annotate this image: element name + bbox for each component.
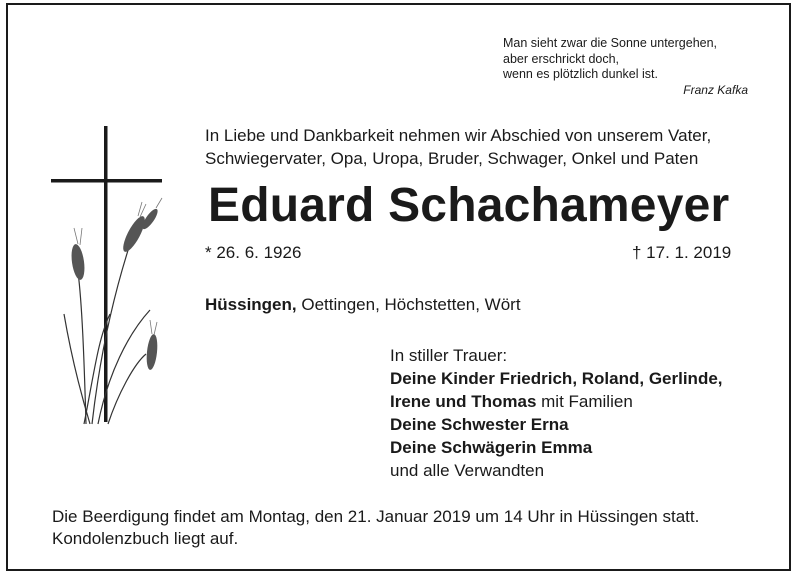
- cross-horizontal-beam: [51, 179, 162, 183]
- sister-in-law-line: Deine Schwägerin Emma: [390, 438, 593, 457]
- mourning-heading: In stiller Trauer:: [390, 346, 508, 365]
- funeral-line: Die Beerdigung findet am Montag, den 21. Januar 2019 um 14 Uhr in Hüssingen statt.: [52, 507, 700, 526]
- children-families: mit Familien: [536, 392, 633, 411]
- sister-line: Deine Schwester Erna: [390, 415, 569, 434]
- children-line: Deine Kinder Friedrich, Roland, Gerlinde,: [390, 369, 723, 388]
- intro-text: [205, 124, 765, 170]
- death-date: † 17. 1. 2019: [632, 243, 732, 262]
- quote-block: [503, 36, 748, 98]
- hometown: Hüssingen,: [205, 295, 297, 314]
- funeral-info: [52, 506, 772, 550]
- mourners-block: [390, 344, 770, 482]
- quote-line: Man sieht zwar die Sonne untergehen,: [503, 36, 718, 50]
- quote-line: aber erschrickt doch,: [503, 51, 620, 66]
- deceased-name: Eduard Schachameyer: [208, 179, 730, 232]
- cross-vertical-beam: [104, 126, 108, 422]
- quote-author: Franz Kafka: [683, 82, 748, 97]
- intro-line: Schwiegervater, Opa, Uropa, Bruder, Schwager, Onkel und Paten: [205, 149, 699, 168]
- relatives-line: und alle Verwandten: [390, 461, 545, 480]
- condolence-line: Kondolenzbuch liegt auf.: [52, 529, 239, 548]
- other-places: Oettingen, Höchstetten, Wört: [296, 295, 521, 314]
- children-line-cont: Irene und Thomas: [390, 392, 537, 411]
- birth-date: * 26. 6. 1926: [205, 243, 302, 262]
- quote-line: wenn es plötzlich dunkel ist.: [503, 67, 658, 81]
- cross-with-wheat-icon: [48, 124, 168, 429]
- places-line: [205, 295, 521, 315]
- intro-line: In Liebe und Dankbarkeit nehmen wir Abschied von unserem Vater,: [205, 126, 712, 145]
